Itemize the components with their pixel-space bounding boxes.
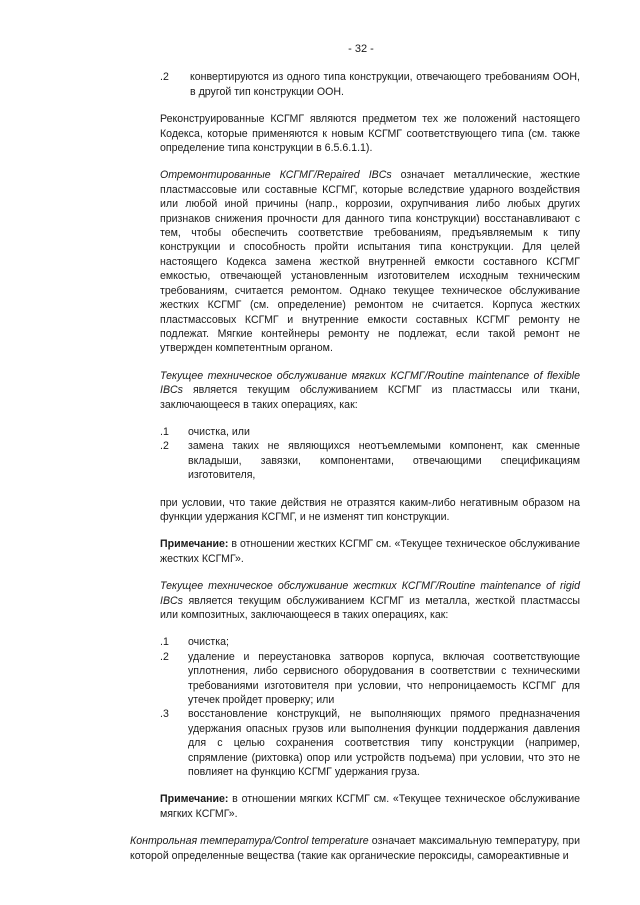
definition-term: Текущее техническое обслуживание мягких КСГМГ/Routine maintenance of flexible IBCs xyxy=(160,369,580,397)
paragraph-routine-maintenance-flexible xyxy=(160,369,580,412)
list-item xyxy=(160,707,580,779)
list-item-text: замена таких не являющихся неотъемлемыми компонент, как сменные вкладыши, завязки, компонентами, отвечающими спецификациям изготовителя, xyxy=(188,440,580,482)
list-item-text: удаление и переустановка затворов корпуса, включая соответствующие уплотнения, либо сервисного оборудования в соответствии с техническими требованиями изготовителя при условии, что непроницаемость КСГМГ для утечек пройдет проверку; или xyxy=(188,650,580,707)
note-flexible xyxy=(160,537,580,566)
note-rigid xyxy=(160,792,580,821)
list-item xyxy=(160,425,580,439)
list-item xyxy=(160,70,580,99)
list-item-text: очистка, или xyxy=(188,425,250,438)
list-item-text: очистка; xyxy=(188,636,229,649)
paragraph-condition: при условии, что такие действия не отразятся каким-либо негативным образом на функции удержания КСГМГ, и не изменят тип конструкции. xyxy=(160,496,580,523)
definition-text: является текущим обслуживанием КСГМГ из металла, жесткой пластмассы или композитных, заключающееся в таких операциях, как: xyxy=(160,594,580,621)
definition-text: означает максимальную температуру, при которой определенные вещества (такие как органические пероксиды, самореактивные и xyxy=(130,835,580,862)
continued-list xyxy=(160,70,580,99)
list-item xyxy=(160,650,580,708)
note-label: Примечание: xyxy=(160,538,229,551)
definition-term: Отремонтированные КСГМГ/Repaired IBCs xyxy=(160,169,392,182)
paragraph-routine-maintenance-rigid xyxy=(160,579,580,622)
paragraph-repaired-ibcs xyxy=(160,168,580,355)
definition-term: Текущее техническое обслуживание жестких КСГМГ/Routine maintenance of rigid IBCs xyxy=(160,580,580,607)
list-item-number: .3 xyxy=(160,708,169,721)
list-item xyxy=(160,635,580,649)
list-item xyxy=(160,439,580,482)
definition-text: означает металлические, жесткие пластмассовые или составные КСГМГ, которые вследствие ударного воздействия или любой иной причины (напр., коррозии, охрупчивания либо любых других признаков снижения прочности для данного типа конструкции) восстанавливают с тем, чтобы обеспечить соответствие требованиям, предъявляемым к типу конструкции и способность пройти испытания типа конструкции. Для целей настоящего Кодекса замена жесткой внутренней емкости составного КСГМГ емкостью, отвечающей установленным изготовителем исходным техническим требованиям, считается ремонтом. Однако текущее техническое обслуживание жестких КСГМГ (см. определение) ремонтом не считается. Корпуса жестких пластмассовых КСГМГ и внутренние емкости составных КСГМГ ремонту не подлежат. Мягкие контейнеры ремонту не подлежат, если такой ремонт не утвержден компетентным органом. xyxy=(160,169,581,355)
note-text: в отношении мягких КСГМГ см. «Текущее техническое обслуживание мягких КСГМГ». xyxy=(160,793,580,820)
definition-text: является текущим обслуживанием КСГМГ из пластмассы или ткани, заключающееся в таких операциях, как: xyxy=(160,384,580,411)
page-number: - 32 - xyxy=(348,43,374,55)
list-item-text: восстановление конструкций, не выполняющих прямого предназначения удержания опасных грузов или выполнения функции поддержания давления для с целью сохранения соответствия типу конструкции (например, спрямление (рихтовка) опор или устройств подъема) при условии, что это не повлияет на функцию КСГМГ удержания груза. xyxy=(188,708,580,779)
list-item-number: .1 xyxy=(160,636,169,649)
list-item-number: .1 xyxy=(160,425,169,438)
flexible-operations-list xyxy=(160,425,580,483)
paragraph-control-temperature xyxy=(130,834,580,863)
paragraph-reconstructed: Реконструированные КСГМГ являются предметом тех же положений настоящего Кодекса, которые применяются к новым КСГМГ соответствующего типа (см. также определение типа конструкции в 6.5.6.1.1). xyxy=(160,113,580,155)
list-item-text: конвертируются из одного типа конструкции, отвечающего требованиям ООН, в другой тип конструкции ООН. xyxy=(190,71,580,98)
list-item-number: .2 xyxy=(160,71,169,84)
note-text: в отношении жестких КСГМГ см. «Текущее техническое обслуживание жестких КСГМГ». xyxy=(160,538,580,565)
list-item-number: .2 xyxy=(160,650,169,663)
note-label: Примечание: xyxy=(160,793,229,806)
list-item-number: .2 xyxy=(160,440,169,453)
rigid-operations-list xyxy=(160,635,580,779)
definition-term: Контрольная температура/Control temperature xyxy=(130,835,369,848)
